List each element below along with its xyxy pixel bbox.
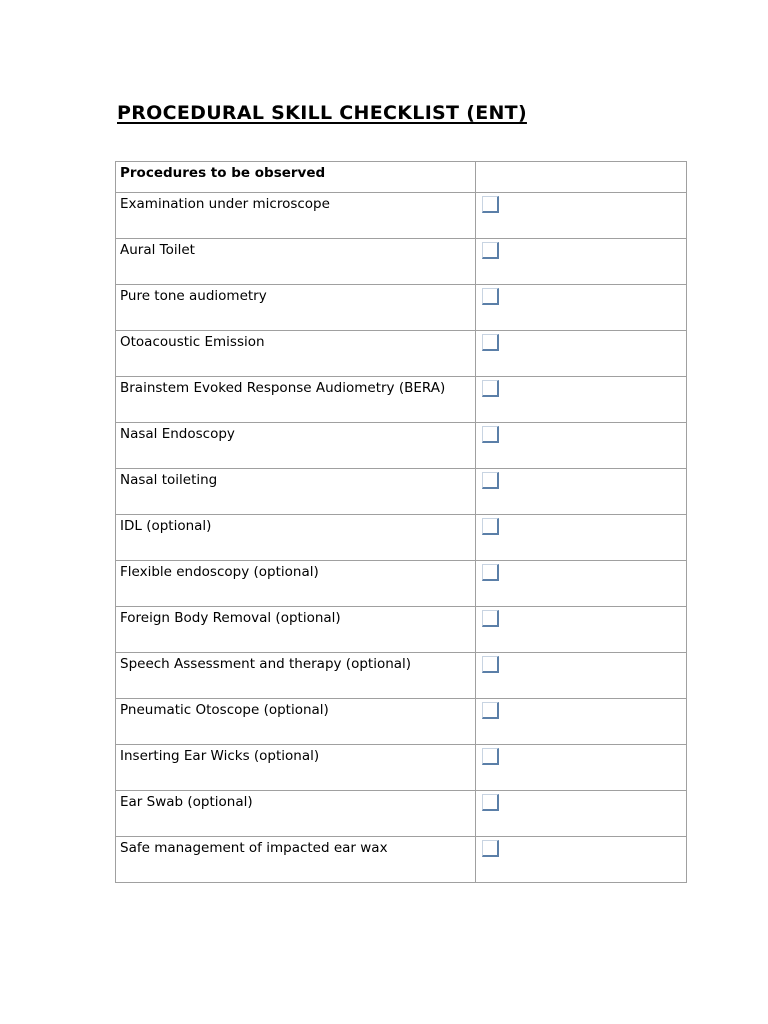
checkbox-cell	[476, 377, 687, 423]
procedure-checkbox[interactable]	[482, 472, 499, 489]
checkbox-cell	[476, 469, 687, 515]
procedure-label: Aural Toilet	[116, 239, 476, 285]
checkbox-cell	[476, 561, 687, 607]
table-row	[116, 239, 687, 285]
procedure-checkbox[interactable]	[482, 196, 499, 213]
table-row	[116, 515, 687, 561]
checkbox-cell	[476, 239, 687, 285]
table-row	[116, 377, 687, 423]
procedure-label: Nasal toileting	[116, 469, 476, 515]
checklist-body	[116, 162, 687, 883]
procedure-label: IDL (optional)	[116, 515, 476, 561]
checkbox-cell	[476, 515, 687, 561]
procedure-checkbox[interactable]	[482, 656, 499, 673]
table-row	[116, 607, 687, 653]
procedure-checkbox[interactable]	[482, 794, 499, 811]
procedure-checkbox[interactable]	[482, 288, 499, 305]
table-row	[116, 837, 687, 883]
procedure-label: Otoacoustic Emission	[116, 331, 476, 377]
checkbox-cell	[476, 607, 687, 653]
checkbox-cell	[476, 331, 687, 377]
checkbox-cell	[476, 745, 687, 791]
procedure-label: Flexible endoscopy (optional)	[116, 561, 476, 607]
procedure-checkbox[interactable]	[482, 748, 499, 765]
procedure-checkbox[interactable]	[482, 610, 499, 627]
table-row	[116, 653, 687, 699]
procedure-checkbox[interactable]	[482, 334, 499, 351]
procedure-label: Examination under microscope	[116, 193, 476, 239]
table-row	[116, 193, 687, 239]
table-row	[116, 699, 687, 745]
procedure-label: Pneumatic Otoscope (optional)	[116, 699, 476, 745]
table-row	[116, 331, 687, 377]
procedure-label: Inserting Ear Wicks (optional)	[116, 745, 476, 791]
procedure-checkbox[interactable]	[482, 426, 499, 443]
procedure-checkbox[interactable]	[482, 518, 499, 535]
checkbox-cell	[476, 285, 687, 331]
checkbox-cell	[476, 837, 687, 883]
checkbox-cell	[476, 653, 687, 699]
procedure-label: Foreign Body Removal (optional)	[116, 607, 476, 653]
checkbox-cell	[476, 193, 687, 239]
table-row	[116, 561, 687, 607]
procedure-checkbox[interactable]	[482, 380, 499, 397]
procedure-checkbox[interactable]	[482, 840, 499, 857]
document-title: PROCEDURAL SKILL CHECKLIST (ENT)	[117, 102, 527, 124]
procedure-label: Pure tone audiometry	[116, 285, 476, 331]
procedure-label: Nasal Endoscopy	[116, 423, 476, 469]
procedure-checkbox[interactable]	[482, 242, 499, 259]
procedure-label: Safe management of impacted ear wax	[116, 837, 476, 883]
table-row	[116, 423, 687, 469]
table-row	[116, 285, 687, 331]
table-row	[116, 745, 687, 791]
procedure-checkbox[interactable]	[482, 564, 499, 581]
procedure-label: Brainstem Evoked Response Audiometry (BERA)	[116, 377, 476, 423]
procedures-header: Procedures to be observed	[116, 162, 476, 193]
table-row	[116, 469, 687, 515]
table-row	[116, 791, 687, 837]
procedure-checkbox[interactable]	[482, 702, 499, 719]
procedure-label: Speech Assessment and therapy (optional)	[116, 653, 476, 699]
checkbox-cell	[476, 699, 687, 745]
checkbox-cell	[476, 423, 687, 469]
checkbox-cell	[476, 791, 687, 837]
procedure-checklist-table	[115, 161, 687, 883]
check-header	[476, 162, 687, 193]
table-header-row	[116, 162, 687, 193]
procedure-label: Ear Swab (optional)	[116, 791, 476, 837]
